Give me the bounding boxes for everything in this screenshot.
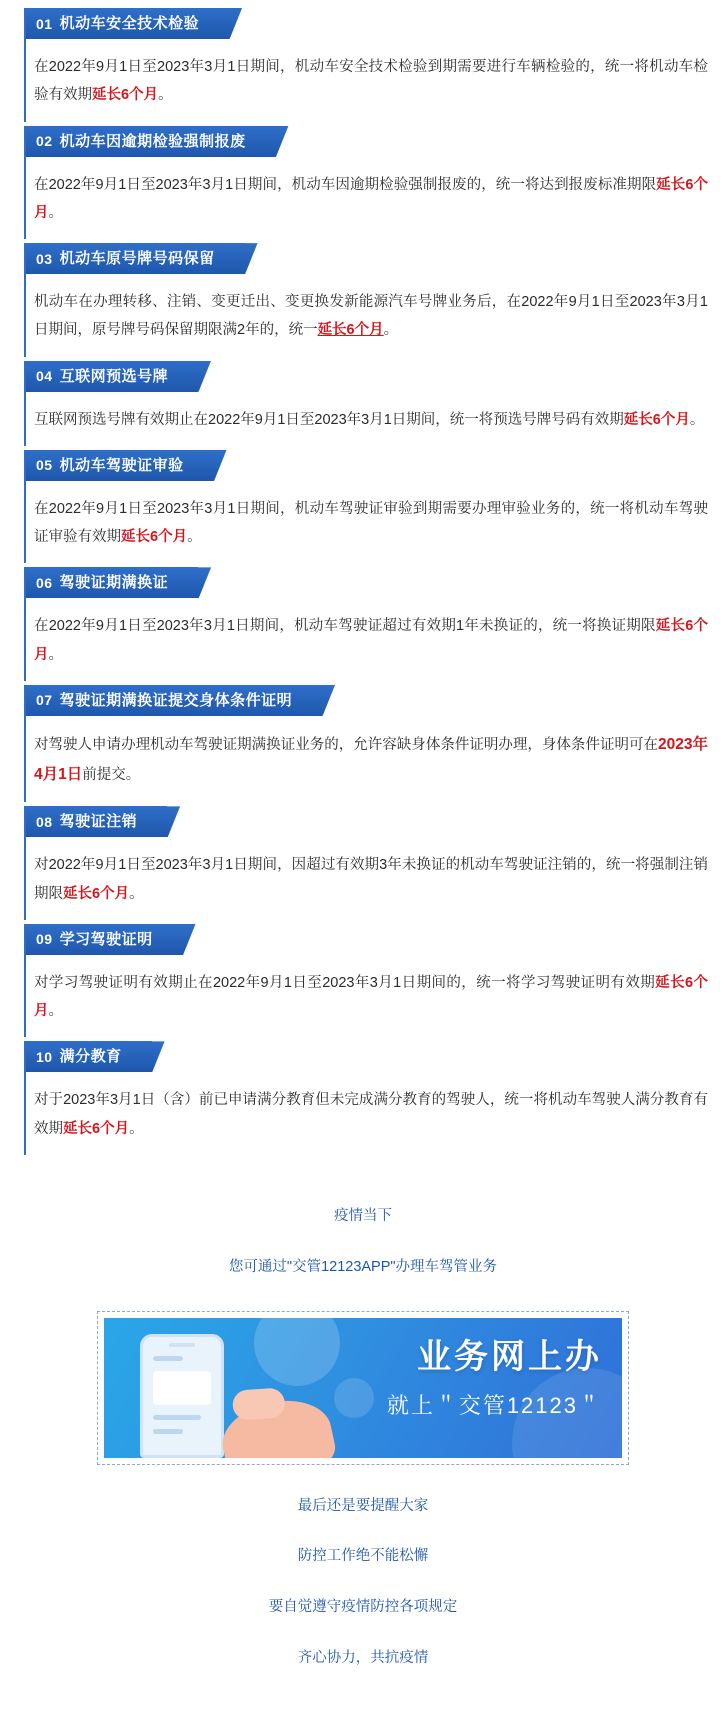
- section-number: 06: [36, 574, 53, 591]
- phone-line: [153, 1415, 201, 1420]
- phone-line: [153, 1429, 183, 1434]
- section-number: 10: [36, 1048, 53, 1065]
- section-body-text: 在2022年9月1日至2023年3月1日期间，机动车安全技术检验到期需要进行车辆检验的，统一将机动车检验有效期: [34, 59, 708, 104]
- section-highlight: 延长6个月: [34, 974, 708, 1020]
- footer-line-3: 最后还是要提醒大家: [297, 1497, 429, 1514]
- section-body-tail: 。: [187, 529, 202, 546]
- section-body: [24, 598, 708, 681]
- section-body: [24, 955, 708, 1038]
- section-tag: [26, 806, 167, 837]
- section-tag: [26, 243, 245, 274]
- phone-line: [153, 1356, 183, 1361]
- section-number: 09: [36, 931, 53, 948]
- section-body-tail: 前提交。: [82, 767, 141, 784]
- section-item: [0, 8, 726, 122]
- hand-icon: [216, 1391, 338, 1458]
- section-highlight: 延长6个月: [92, 87, 159, 104]
- section-body-text: 在2022年9月1日至2023年3月1日期间，机动车驾驶证审验到期需要办理审验业务的，统一将机动车驾驶证审验有效期: [34, 500, 708, 546]
- section-number: 05: [36, 457, 53, 474]
- banner-title: 业务网上办: [417, 1337, 602, 1376]
- section-title: 机动车驾驶证审验: [59, 456, 184, 474]
- section-header: [26, 450, 214, 481]
- section-item: [0, 924, 726, 1038]
- section-tag: [26, 567, 198, 598]
- section-tag: [26, 1041, 152, 1072]
- section-number: 08: [36, 813, 53, 830]
- footer-promo: [0, 1159, 726, 1716]
- section-number: 04: [36, 368, 53, 385]
- section-item: [0, 806, 726, 920]
- section-body-text: 对驾驶人申请办理机动车驾驶证期满换证业务的，允许容缺身体条件证明办理，身体条件证明可在: [34, 736, 658, 753]
- section-highlight: 延长6个月: [63, 1120, 130, 1137]
- section-number: 03: [36, 250, 53, 267]
- section-title: 互联网预选号牌: [59, 367, 169, 385]
- section-highlight: 延长6个月: [317, 322, 384, 339]
- section-body-tail: 。: [48, 646, 63, 663]
- section-header: [26, 8, 229, 39]
- section-body-tail: 。: [129, 1120, 144, 1137]
- section-body: [24, 39, 708, 122]
- section-body-text: 对于2023年3月1日（含）前已申请满分教育但未完成满分教育的驾驶人，统一将机动车驾驶人满分教育有效期: [34, 1092, 708, 1137]
- section-body-tail: 。: [48, 204, 63, 221]
- section-item: [0, 243, 726, 357]
- section-tag: [26, 361, 198, 392]
- section-body-text: 对学习驾驶证明有效期止在2022年9月1日至2023年3月1日期间的，统一将学习驾驶证明有效期: [34, 974, 656, 991]
- section-body: [24, 1072, 708, 1155]
- banner-frame: [97, 1311, 629, 1465]
- section-title: 驾驶证注销: [59, 813, 138, 831]
- bubble-decor-icon: [254, 1318, 340, 1386]
- section-item: [0, 126, 726, 240]
- section-title: 机动车因逾期检验强制报废: [59, 132, 246, 150]
- section-highlight: 延长6个月: [34, 176, 708, 221]
- section-item: [0, 450, 726, 564]
- section-number: 02: [36, 133, 53, 150]
- section-number: 07: [36, 692, 53, 709]
- section-body-text: 在2022年9月1日至2023年3月1日期间，机动车因逾期检验强制报废的，统一将达到报废标准期限: [34, 176, 657, 193]
- section-highlight: 延长6个月: [34, 618, 708, 663]
- section-body: [24, 274, 708, 357]
- footer-line-6: 齐心协力，共抗疫情: [297, 1649, 429, 1666]
- footer-line-5: 要自觉遵守疫情防控各项规定: [268, 1599, 458, 1616]
- section-body-tail: 。: [689, 411, 705, 428]
- section-body-tail: 。: [129, 885, 144, 902]
- section-title: 学习驾驶证明: [59, 930, 153, 948]
- section-header: [26, 126, 276, 157]
- footer-line-1: 疫情当下: [334, 1207, 392, 1224]
- section-body-tail: 。: [383, 322, 399, 339]
- phone-notch: [169, 1343, 195, 1347]
- bubble-decor-icon: [334, 1378, 374, 1418]
- banner-subtitle: 就上＂交管12123＂: [386, 1392, 602, 1418]
- section-body-text: 互联网预选号牌有效期止在2022年9月1日至2023年3月1日期间，统一将预选号牌号码有效期: [34, 411, 624, 428]
- section-body: [24, 392, 708, 446]
- section-highlight: 延长6个月: [63, 885, 130, 902]
- section-body-tail: 。: [48, 1003, 63, 1020]
- promo-banner: [104, 1318, 622, 1458]
- banner-text: [387, 1338, 602, 1420]
- section-highlight: 延长6个月: [121, 529, 188, 546]
- section-body: [24, 157, 708, 240]
- section-tag: [26, 924, 183, 955]
- section-tag: [26, 450, 214, 481]
- section-item: [0, 685, 726, 802]
- section-header: [26, 685, 322, 716]
- section-body-text: 对2022年9月1日至2023年3月1日期间，因超过有效期3年未换证的机动车驾驶证注销的，统一将强制注销期限: [34, 857, 708, 902]
- section-item: [0, 1041, 726, 1155]
- section-highlight: 2023年4月1日: [34, 735, 708, 784]
- section-body-tail: 。: [158, 87, 173, 104]
- phone-card: [153, 1371, 211, 1405]
- section-title: 满分教育: [59, 1048, 122, 1066]
- section-title: 机动车原号牌号码保留: [59, 250, 215, 268]
- section-number: 01: [36, 15, 53, 32]
- section-title: 驾驶证期满换证提交身体条件证明: [59, 691, 293, 709]
- section-body: [24, 481, 708, 564]
- section-body: [24, 716, 708, 802]
- section-header: [26, 806, 167, 837]
- section-item: [0, 361, 726, 446]
- section-body: [24, 837, 708, 920]
- section-tag: [26, 8, 229, 39]
- section-header: [26, 924, 183, 955]
- footer-line-2: 您可通过"交管12123APP"办理车驾管业务: [228, 1258, 498, 1275]
- section-header: [26, 361, 198, 392]
- section-item: [0, 567, 726, 681]
- section-body-text: 机动车在办理转移、注销、变更迁出、变更换发新能源汽车号牌业务后，在2022年9月1日至2023年3月1日期间，原号牌号码保留期限满2年的，统一: [34, 294, 708, 339]
- section-header: [26, 1041, 152, 1072]
- section-title: 驾驶证期满换证: [59, 574, 169, 592]
- section-header: [26, 243, 245, 274]
- section-title: 机动车安全技术检验: [59, 15, 200, 32]
- section-body-text: 在2022年9月1日至2023年3月1日期间，机动车驾驶证超过有效期1年未换证的，统一将换证期限: [34, 618, 656, 635]
- phone-icon: [140, 1334, 224, 1458]
- section-tag: [26, 685, 322, 716]
- footer-line-4: 防控工作绝不能松懈: [297, 1548, 429, 1565]
- section-tag: [26, 126, 276, 157]
- section-highlight: 延长6个月: [623, 411, 690, 428]
- section-header: [26, 567, 198, 598]
